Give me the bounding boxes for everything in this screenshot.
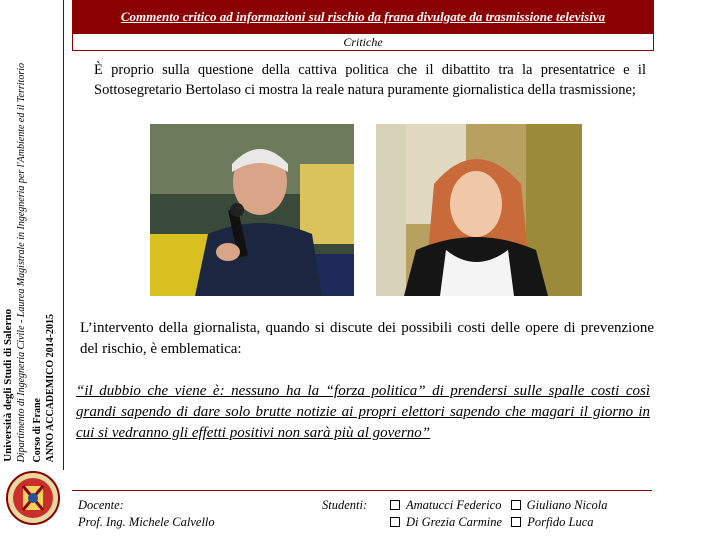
checkbox-bullet-icon bbox=[390, 517, 400, 527]
checkbox-bullet-icon bbox=[390, 500, 400, 510]
student-name: Giuliano Nicola bbox=[526, 498, 608, 512]
student-name: Di Grezia Carmine bbox=[406, 515, 503, 529]
student-name: Porfido Luca bbox=[527, 515, 594, 529]
footer-divider bbox=[72, 490, 652, 491]
docente-block bbox=[78, 497, 215, 531]
university-name: Università degli Studi di Salerno bbox=[2, 309, 14, 462]
page-header bbox=[72, 0, 654, 34]
section-subtitle: Critiche bbox=[72, 34, 654, 51]
course-name: Corso di Frane bbox=[32, 397, 43, 462]
university-seal-logo bbox=[6, 468, 60, 528]
studenti-label: Studenti: bbox=[322, 498, 368, 512]
journalist-paragraph: L’intervento della giornalista, quando si discute dei possibili costi delle opere di prevenzione del rischio, è emblematica: bbox=[80, 320, 654, 357]
journalist-quote: “il dubbio che viene è: nessuno ha la “forza politica” di prendersi sulle spalle costi così grandi sapendo di dare solo brutte notizie ai propri elettori sapendo che magari il giorno in cui si vedranno gli effetti positivi non sarà più al governo” bbox=[76, 383, 650, 441]
department-name: Dipartimento di Ingegneria Civile - Laurea Magistrale in Ingegneria per l'Ambiente ed il Territorio bbox=[16, 62, 27, 462]
photo-presenter bbox=[376, 124, 582, 296]
intro-paragraph: È proprio sulla questione della cattiva politica che il dibattito tra la presentatrice e il Sottosegretario Bertolaso ci mostra la reale natura puramente giornalistica della trasmissione; bbox=[94, 62, 646, 98]
academic-year: ANNO ACCADEMICO 2014-2015 bbox=[45, 313, 56, 462]
students-list bbox=[390, 497, 607, 531]
sidebar-divider bbox=[63, 0, 64, 470]
students-row bbox=[390, 497, 607, 514]
docente-label: Docente: bbox=[78, 498, 124, 512]
checkbox-bullet-icon bbox=[511, 517, 521, 527]
sidebar bbox=[0, 0, 70, 540]
checkbox-bullet-icon bbox=[511, 500, 521, 510]
students-row bbox=[390, 514, 607, 531]
page-title: Commento critico ad informazioni sul rischio da frana divulgate da trasmissione televisiva bbox=[120, 9, 606, 24]
student-name: Amatucci Federico bbox=[406, 498, 502, 512]
docente-name: Prof. Ing. Michele Calvello bbox=[78, 515, 215, 529]
photo-bertolaso bbox=[150, 124, 354, 296]
